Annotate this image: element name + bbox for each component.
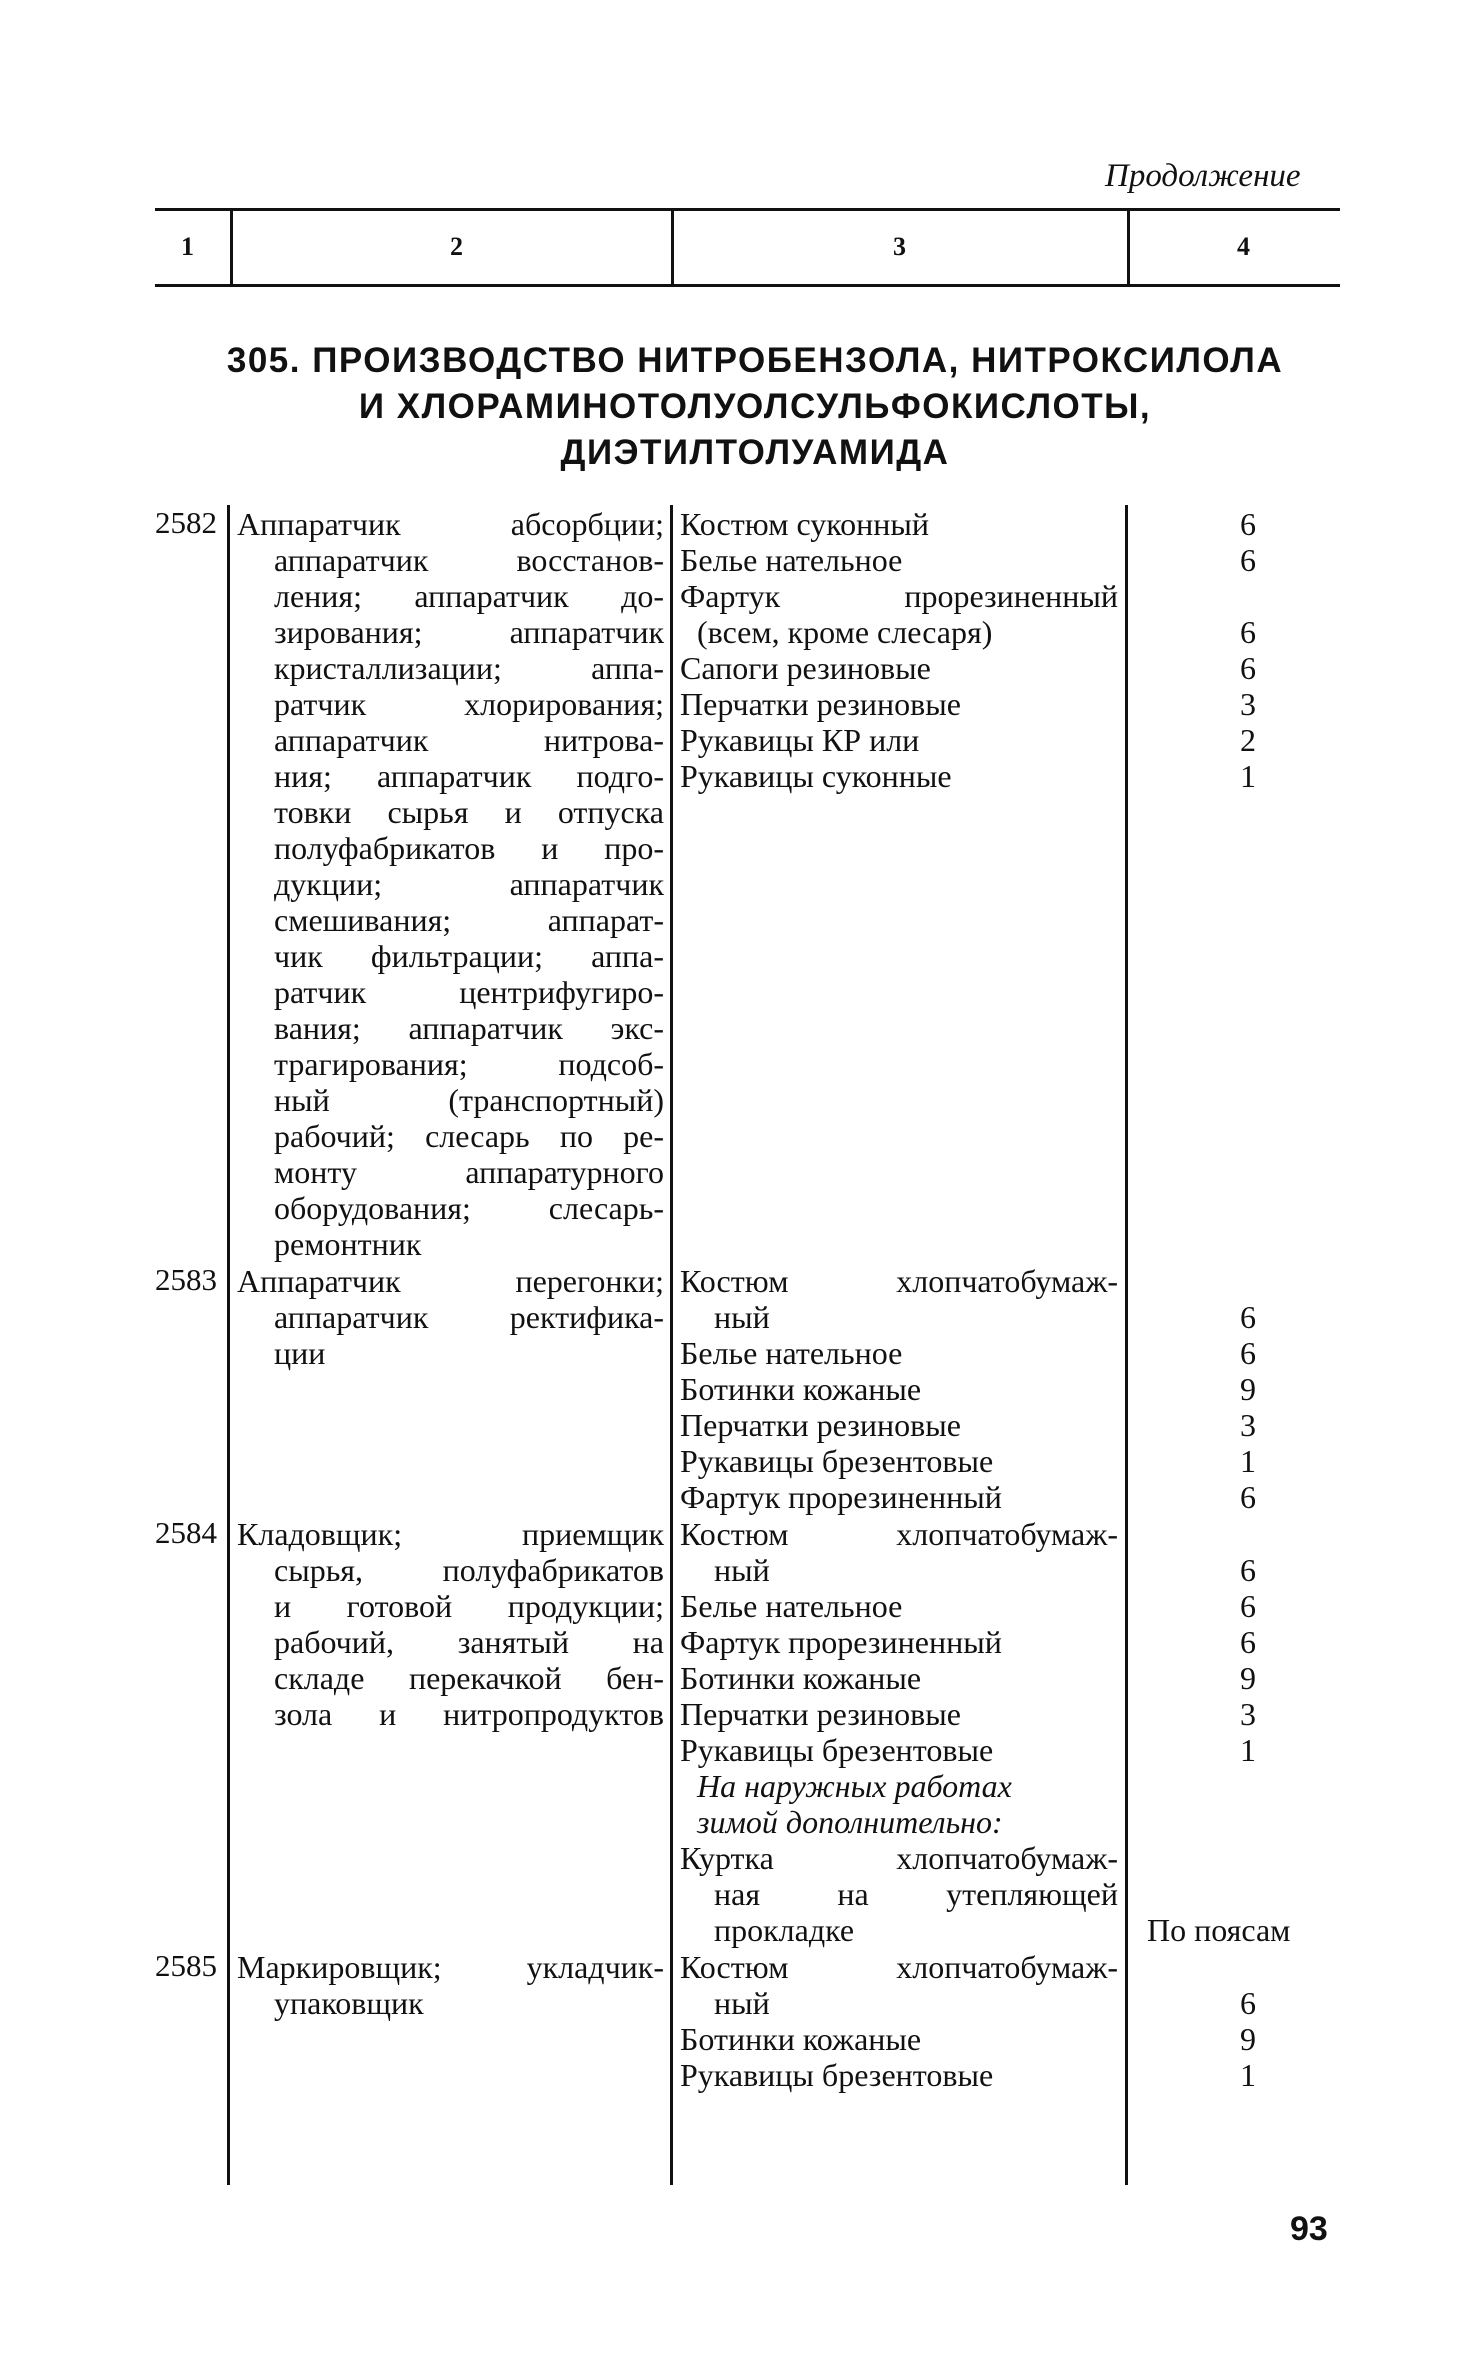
row-code: 2582 [155,505,217,540]
item-quantity: 3 [1240,1696,1256,1732]
occupation-line: аппаратчик нитрова- [274,722,664,758]
item-quantity: 6 [1240,1588,1256,1624]
occupation-line: ратчик хлорирования; [274,686,664,722]
header-top-rule [155,208,1340,211]
header-divider-2 [671,208,674,284]
item-quantity: По поясам [1147,1912,1291,1948]
occupation-line: зола и нитропродуктов [274,1696,664,1732]
item-quantity: 6 [1240,1335,1256,1371]
occupation-line: трагирования; подсоб- [274,1046,664,1082]
header-bottom-rule [155,284,1340,287]
section-heading-line: И ХЛОРАМИНОТОЛУОЛСУЛЬФОКИСЛОТЫ, [358,387,1152,426]
occupation-line: ремонтник [274,1226,422,1262]
section-heading-line: 305. ПРОИЗВОДСТВО НИТРОБЕНЗОЛА, НИТРОКСИЛОЛА [226,341,1284,380]
item-name: ный [714,1552,770,1588]
item-name: Белье нательное [680,542,903,578]
occupation-line: Аппаратчик абсорбции; [237,506,664,542]
item-quantity: 9 [1240,2021,1256,2057]
item-quantity: 6 [1240,1985,1256,2021]
table-divider-1 [227,505,230,2185]
item-name: Костюм хлопчатобумаж- [680,1949,1118,1985]
section-heading-line: ДИЭТИЛТОЛУАМИДА [560,433,950,472]
occupation-line: монту аппаратурного [274,1154,664,1190]
occupation-line: Аппаратчик перегонки; [237,1263,664,1299]
occupation-line: чик фильтрации; аппа- [274,938,664,974]
occupation-line: ния; аппаратчик подго- [274,758,664,794]
item-name: Рукавицы брезентовые [680,1732,994,1768]
section-heading [190,338,1320,476]
row-code: 2583 [155,1262,217,1297]
item-name: Перчатки резиновые [680,1407,961,1443]
continuation-label: Продолжение [1105,158,1301,194]
header-divider-3 [1127,208,1130,284]
item-name: ный [714,1985,770,2021]
item-quantity: 9 [1240,1371,1256,1407]
note-text: зимой дополнительно: [697,1804,1003,1840]
occupation-line: кристаллизации; аппа- [274,650,664,686]
item-quantity: 6 [1240,614,1256,650]
item-name: Костюм хлопчатобумаж- [680,1516,1118,1552]
item-quantity: 6 [1240,1552,1256,1588]
page-number: 93 [1290,2210,1328,2248]
occupation-line: смешивания; аппарат- [274,902,664,938]
item-name: Рукавицы брезентовые [680,2057,994,2093]
item-name: Рукавицы суконные [680,758,952,794]
item-quantity: 6 [1240,650,1256,686]
item-quantity: 1 [1240,1732,1256,1768]
item-name: Фартук прорезиненный [680,1479,1002,1515]
occupation-line: рабочий; слесарь по ре- [274,1118,664,1154]
item-name: Костюм суконный [680,506,930,542]
occupation-cell [237,1263,664,1371]
item-name: Перчатки резиновые [680,686,961,722]
item-name: прокладке [714,1912,855,1948]
occupation-cell [237,1516,664,1732]
occupation-line: упаковщик [274,1985,424,2021]
item-quantity: 1 [1240,1443,1256,1479]
item-quantity: 6 [1240,542,1256,578]
item-name: Сапоги резиновые [680,650,931,686]
item-name: (всем, кроме слесаря) [697,614,993,650]
item-name: Фартук прорезиненный [680,1624,1002,1660]
occupation-line: аппаратчик восстанов- [274,542,664,578]
item-name: Рукавицы брезентовые [680,1443,994,1479]
column-number-4: 4 [1237,232,1250,261]
item-quantity: 6 [1240,1479,1256,1515]
column-number-2: 2 [450,232,463,261]
item-quantity: 6 [1240,506,1256,542]
header-divider-1 [230,208,233,284]
item-quantity: 6 [1240,1624,1256,1660]
item-name: Ботинки кожаные [680,1371,922,1407]
occupation-line: ратчик центрифугиро- [274,974,664,1010]
column-number-1: 1 [181,232,194,261]
item-quantity: 9 [1240,1660,1256,1696]
occupation-line: зирования; аппаратчик [274,614,664,650]
occupation-line: сырья, полуфабрикатов [274,1552,664,1588]
occupation-line: Маркировщик; укладчик- [237,1949,664,1985]
column-number-3: 3 [893,232,906,261]
occupation-line: дукции; аппаратчик [274,866,664,902]
occupation-line: рабочий, занятый на [274,1624,664,1660]
occupation-line: аппаратчик ректифика- [274,1299,664,1335]
item-quantity: 3 [1240,686,1256,722]
occupation-line: полуфабрикатов и про- [274,830,664,866]
item-quantity: 1 [1240,758,1256,794]
occupation-line: и готовой продукции; [274,1588,664,1624]
row-code: 2584 [155,1515,217,1550]
occupation-line: складе перекачкой бен- [274,1660,664,1696]
table-divider-3 [1125,505,1128,2185]
item-quantity: 1 [1240,2057,1256,2093]
item-name: ная на утепляющей [714,1876,1118,1912]
occupation-line: Кладовщик; приемщик [237,1516,664,1552]
table-divider-2 [670,505,673,2185]
note-text: На наружных работах [697,1768,1012,1804]
occupation-cell [237,506,664,1262]
item-quantity: 6 [1240,1299,1256,1335]
item-name: Фартук прорезиненный [680,578,1118,614]
item-name: Перчатки резиновые [680,1696,961,1732]
item-name: ный [714,1299,770,1335]
row-code: 2585 [155,1948,217,1983]
occupation-line: ления; аппаратчик до- [274,578,664,614]
item-name: Костюм хлопчатобумаж- [680,1263,1118,1299]
occupation-line: вания; аппаратчик экс- [274,1010,664,1046]
occupation-line: оборудования; слесарь- [274,1190,664,1226]
item-name: Ботинки кожаные [680,1660,922,1696]
occupation-line: товки сырья и отпуска [274,794,664,830]
item-quantity: 2 [1240,722,1256,758]
occupation-line: ный (транспортный) [274,1082,664,1118]
item-name: Куртка хлопчатобумаж- [680,1840,1118,1876]
occupation-line: ции [274,1335,326,1371]
item-name: Белье нательное [680,1335,903,1371]
occupation-cell [237,1949,664,2021]
item-name: Белье нательное [680,1588,903,1624]
item-quantity: 3 [1240,1407,1256,1443]
item-name: Ботинки кожаные [680,2021,922,2057]
item-name: Рукавицы КР или [680,722,920,758]
